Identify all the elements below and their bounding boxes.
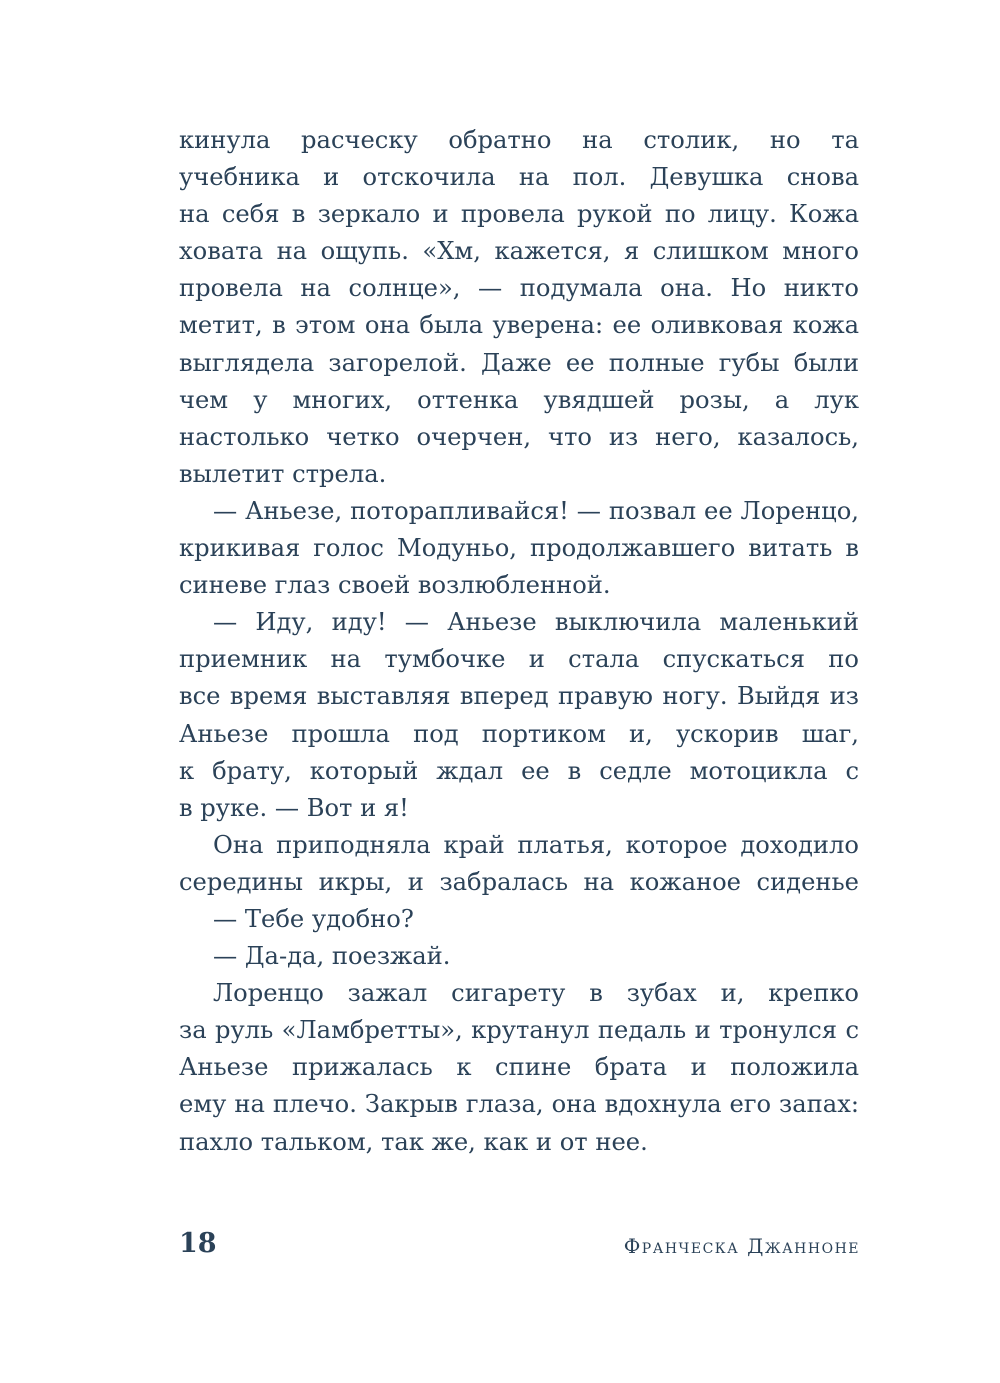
page-number: 18 xyxy=(179,1228,217,1259)
text-line: все время выставляя вперед правую ногу. Выйдя из xyxy=(179,682,859,711)
text-line: учебника и отскочила на пол. Девушка снова xyxy=(179,163,859,192)
text-line: ховата на ощупь. «Хм, кажется, я слишком много xyxy=(179,237,859,266)
text-line: кинула расческу обратно на столик, но та xyxy=(179,126,859,154)
text-line: крикивая голос Модуньо, продолжавшего витать в xyxy=(179,534,859,563)
text-line: в руке. — Вот и я! xyxy=(179,793,409,822)
text-line: Аньезе прошла под портиком и, ускорив шаг, xyxy=(179,719,859,748)
text-line: за руль «Ламбретты», крутанул педаль и тронулся с xyxy=(179,1016,859,1045)
body-text xyxy=(179,122,859,1161)
text-line: к брату, который ждал ее в седле мотоцикла с xyxy=(179,756,859,785)
text-line: Лоренцо зажал сигарету в зубах и, крепко xyxy=(213,979,859,1008)
text-line: Она приподняла край платья, которое доходило xyxy=(213,830,859,859)
text-line: ему на плечо. Закрыв глаза, она вдохнула его запах: xyxy=(179,1090,859,1119)
text-line: провела на солнце», — подумала она. Но никто xyxy=(179,274,859,303)
text-line: вылетит стрела. xyxy=(179,459,387,488)
text-line: — Аньезе, поторапливайся! — позвал ее Лоренцо, xyxy=(213,496,859,525)
text-line: чем у многих, оттенка увядшей розы, а лук xyxy=(179,385,859,414)
running-footer-author: Франческа Джанноне xyxy=(623,1234,860,1258)
text-line: синеве глаз своей возлюбленной. xyxy=(179,571,611,600)
text-line: метит, в этом она была уверена: ее оливковая кожа xyxy=(179,311,859,340)
text-line: — Тебе удобно? xyxy=(213,904,414,933)
text-line: на себя в зеркало и провела рукой по лицу. Кожа xyxy=(179,200,859,229)
text-line: выглядела загорелой. Даже ее полные губы были xyxy=(179,348,859,377)
text-line: настолько четко очерчен, что из него, казалось, xyxy=(179,422,859,451)
text-line: — Да-да, поезжай. xyxy=(213,942,451,971)
text-line: Аньезе прижалась к спине брата и положила xyxy=(179,1053,859,1082)
text-line: — Иду, иду! — Аньезе выключила маленький xyxy=(213,608,859,637)
text-line: середины икры, и забралась на кожаное сиденье xyxy=(179,867,859,896)
text-line: пахло тальком, так же, как и от нее. xyxy=(179,1127,648,1156)
text-line: приемник на тумбочке и стала спускаться по xyxy=(179,645,859,674)
